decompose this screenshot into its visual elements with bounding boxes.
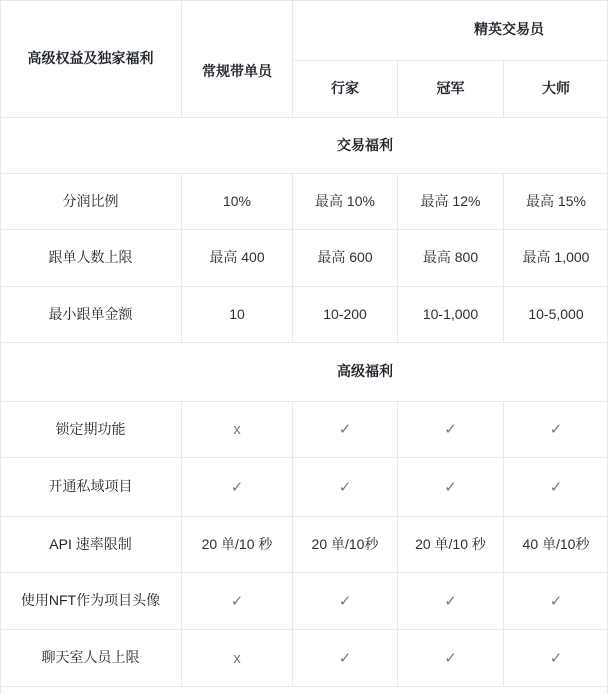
corner-header: 高级权益及独家福利: [0, 0, 182, 118]
row-label: 锁定期功能: [0, 402, 182, 458]
cell-value: 最高 800: [398, 230, 504, 287]
column-header-regular-trader: 常规带单员: [182, 0, 293, 118]
row-label: API 速率限制: [0, 517, 182, 573]
cell-value: 40 单/10秒: [504, 517, 608, 573]
check-mark: ✓: [293, 402, 398, 458]
column-header-tier-master: 大师: [504, 61, 608, 118]
section-title-trading-benefits: 交易福利: [0, 118, 608, 174]
cell-value: 10-1,000: [398, 287, 504, 343]
row-label: 最小跟单金额: [0, 287, 182, 343]
check-mark: ✓: [504, 573, 608, 630]
cropped-next-row: [0, 687, 608, 694]
column-header-tier-champion: 冠军: [398, 61, 504, 118]
row-label: 跟单人数上限: [0, 230, 182, 287]
column-header-tier-expert: 行家: [293, 61, 398, 118]
check-mark: ✓: [293, 630, 398, 687]
cell-value: 10%: [182, 174, 293, 230]
row-label: 使用NFT作为项目头像: [0, 573, 182, 630]
cell-value: 10: [182, 287, 293, 343]
cell-value: 10-200: [293, 287, 398, 343]
check-mark: ✓: [398, 458, 504, 517]
check-mark: ✓: [293, 573, 398, 630]
cell-value: 20 单/10秒: [293, 517, 398, 573]
cell-value: 最高 400: [182, 230, 293, 287]
cross-mark: x: [182, 402, 293, 458]
cell-value: 最高 1,000: [504, 230, 608, 287]
cell-value: 最高 10%: [293, 174, 398, 230]
check-mark: ✓: [398, 402, 504, 458]
row-label: 聊天室人员上限: [0, 630, 182, 687]
check-mark: ✓: [182, 573, 293, 630]
cell-value: 20 单/10 秒: [182, 517, 293, 573]
check-mark: ✓: [504, 402, 608, 458]
section-title-advanced-benefits: 高级福利: [0, 343, 608, 402]
row-label: 分润比例: [0, 174, 182, 230]
cross-mark: x: [182, 630, 293, 687]
row-label: 开通私域项目: [0, 458, 182, 517]
column-header-elite-group: 精英交易员: [293, 0, 608, 61]
check-mark: ✓: [504, 458, 608, 517]
check-mark: ✓: [293, 458, 398, 517]
check-mark: ✓: [504, 630, 608, 687]
cell-value: 20 单/10 秒: [398, 517, 504, 573]
cell-value: 最高 600: [293, 230, 398, 287]
check-mark: ✓: [398, 573, 504, 630]
check-mark: ✓: [398, 630, 504, 687]
check-mark: ✓: [182, 458, 293, 517]
cell-value: 最高 12%: [398, 174, 504, 230]
cell-value: 10-5,000: [504, 287, 608, 343]
cell-value: 最高 15%: [504, 174, 608, 230]
